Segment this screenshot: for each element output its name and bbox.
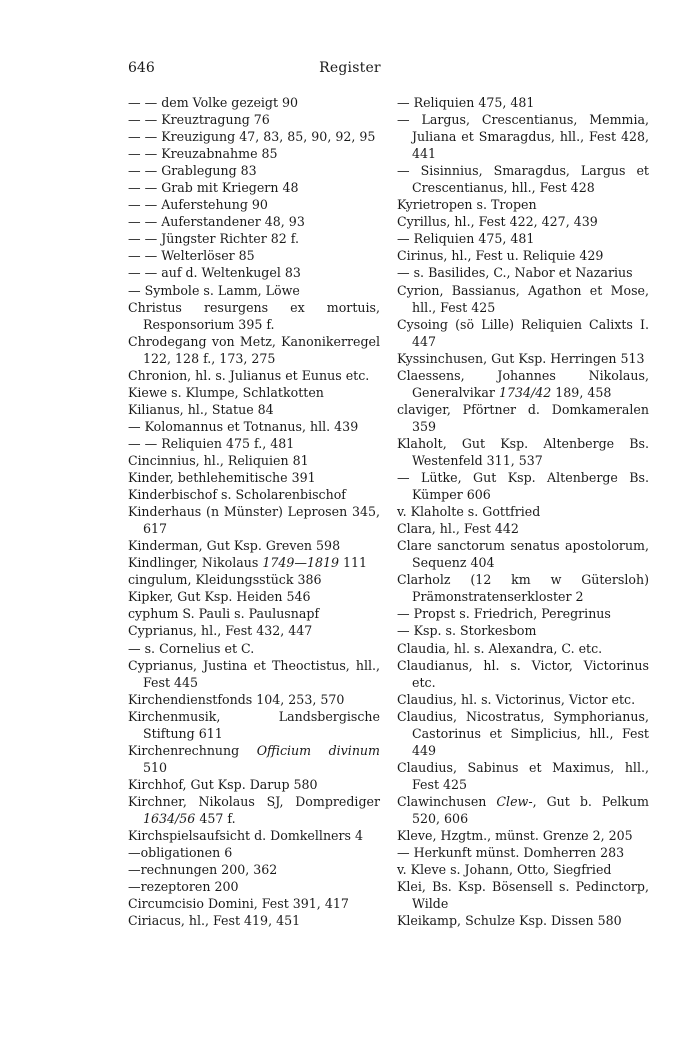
index-entry: — — Welterlöser 85 [128,248,255,264]
index-entry: Kirchhof, Gut Ksp. Darup 580 [128,776,318,792]
index-entry: Chrodegang von Metz, Kanonikerregel 122, 128 f., 173, 275 [128,333,380,366]
index-entry: Chronion, hl. s. Julianus et Eunus etc. [128,367,370,383]
index-entry: Circumcisio Domini, Fest 391, 417 [128,896,349,912]
page-number: 646 [128,60,155,76]
index-entry: Kindlinger, Nikolaus 1749—1819 111 [128,555,368,571]
index-entry: — Reliquien 475, 481 [397,231,535,247]
index-entry: Cincinnius, hl., Reliquien 81 [128,452,309,468]
italic-term: 1634/56 [143,810,196,826]
index-entry: — s. Cornelius et C. [128,640,255,656]
index-entry: — Symbole s. Lamm, Löwe [128,282,300,298]
index-entry: —rechnungen 200, 362 [128,862,278,878]
index-entry: Claudia, hl. s. Alexandra, C. etc. [397,640,603,656]
index-entry: v. Kleve s. Johann, Otto, Siegfried [397,862,612,878]
index-entry: cyphum S. Pauli s. Paulusnapf [128,606,320,622]
index-entry: Kirchner, Nikolaus SJ, Domprediger 1634/56 457 f. [128,793,380,826]
index-entry: Kirchenmusik, Landsbergische Stiftung 611 [128,708,380,741]
index-entry: Kinderhaus (n Münster) Leprosen 345, 617 [128,504,380,537]
index-entry: Kinder, bethlehemitische 391 [128,470,316,486]
index-entry: — — Jüngster Richter 82 f. [128,231,299,247]
index-entry: Clawinchusen Clew-, Gut b. Pelkum 520, 606 [397,793,649,826]
index-entry: — — Auferstandener 48, 93 [128,214,305,230]
index-entry: Kirchendienstfonds 104, 253, 570 [128,691,345,707]
index-entry: — Herkunft münst. Domherren 283 [397,845,625,861]
index-entry: Kleikamp, Schulze Ksp. Dissen 580 [397,913,622,929]
index-entry: Klei, Bs. Ksp. Bösensell s. Pedinctorp, Wilde [397,879,649,912]
index-entry: Kleve, Hzgtm., münst. Grenze 2, 205 [397,828,633,844]
italic-term: 1734/42 [498,384,552,400]
index-entry: — — Kreuzabnahme 85 [128,146,278,162]
index-entry: — Reliquien 475, 481 [397,95,535,110]
index-entry: Kirchspielsaufsicht d. Domkellners 4 [128,828,364,844]
index-entry: Cyrion, Bassianus, Agathon et Mose, hll., Fest 425 [397,282,649,315]
index-entry: Cysoing (sö Lille) Reliquien Calixts I. 447 [397,316,649,349]
index-entry: Kipker, Gut Ksp. Heiden 546 [128,589,311,605]
index-entry: Clare sanctorum senatus apostolorum, Sequenz 404 [397,538,649,571]
index-entry: — — Grablegung 83 [128,163,257,179]
index-entry: — Ksp. s. Storkesbom [397,623,537,639]
index-entry: Kirchenrechnung Officium divinum 510 [128,742,380,775]
running-title: Register [319,60,381,76]
index-entry: Kyrietropen s. Tropen [397,197,537,213]
index-entry: —rezeptoren 200 [128,879,239,895]
page-header [0,60,700,80]
index-entry: Kyssinchusen, Gut Ksp. Herringen 513 [397,350,645,366]
index-entry: — — Auferstehung 90 [128,197,268,213]
index-entry: — — Reliquien 475 f., 481 [128,435,295,451]
index-entry: Cyrillus, hl., Fest 422, 427, 439 [397,214,598,230]
index-entry: Kinderman, Gut Ksp. Greven 598 [128,538,341,554]
index-entry: Cyprianus, hl., Fest 432, 447 [128,623,313,639]
index-entry: — — dem Volke gezeigt 90 [128,95,299,110]
index-entry: — Sisinnius, Smaragdus, Largus et Crescentianus, hll., Fest 428 [397,163,649,196]
italic-term: Clew- [496,793,533,809]
index-entry: — Lütke, Gut Ksp. Altenberge Bs. Kümper 606 [397,470,649,503]
index-entry: cingulum, Kleidungsstück 386 [128,572,322,588]
index-entry: Klaholt, Gut Ksp. Altenberge Bs. Westenfeld 311, 537 [397,435,649,468]
index-entry: Cirinus, hl., Fest u. Reliquie 429 [397,248,604,264]
index-entry: — — Kreuztragung 76 [128,112,270,128]
index-entry: — — Grab mit Kriegern 48 [128,180,299,196]
index-entry: Kiewe s. Klumpe, Schlatkotten [128,384,324,400]
index-column-left [128,94,380,929]
index-entry: Claudianus, hl. s. Victor, Victorinus etc. [397,657,649,690]
index-entry: Claudius, hl. s. Victorinus, Victor etc. [397,691,636,707]
italic-term: 1749—1819 [262,555,340,571]
index-entry: Kilianus, hl., Statue 84 [128,401,274,417]
index-entry: Kinderbischof s. Scholarenbischof [128,487,346,503]
index-entry: —obligationen 6 [128,845,233,861]
italic-term: Officium divinum [256,742,380,758]
index-entry: — — auf d. Weltenkugel 83 [128,265,301,281]
index-entry: Claudius, Sabinus et Maximus, hll., Fest 425 [397,759,649,792]
index-column-right [397,94,649,929]
index-entry: — Largus, Crescentianus, Memmia, Juliana et Smaragdus, hll., Fest 428, 441 [397,112,649,162]
index-entry: Christus resurgens ex mortuis, Responsorium 395 f. [128,299,380,332]
index-entry: — Kolomannus et Totnanus, hll. 439 [128,418,359,434]
index-entry: Ciriacus, hl., Fest 419, 451 [128,913,301,929]
index-entry: v. Klaholte s. Gottfried [397,504,541,520]
index-entry: — Propst s. Friedrich, Peregrinus [397,606,611,622]
index-entry: claviger, Pförtner d. Domkameralen 359 [397,401,649,434]
index-entry: — — Kreuzigung 47, 83, 85, 90, 92, 95 [128,129,376,145]
index-entry: Clara, hl., Fest 442 [397,521,519,537]
index-entry: — s. Basilides, C., Nabor et Nazarius [397,265,633,281]
index-entry: Cyprianus, Justina et Theoctistus, hll., Fest 445 [128,657,380,690]
index-entry: Claudius, Nicostratus, Symphorianus, Castorinus et Simplicius, hll., Fest 449 [397,708,649,758]
index-entry: Claessens, Johannes Nikolaus, Generalvikar 1734/42 189, 458 [397,367,649,400]
index-entry: Clarholz (12 km w Gütersloh) Prämonstratenserkloster 2 [397,572,649,605]
